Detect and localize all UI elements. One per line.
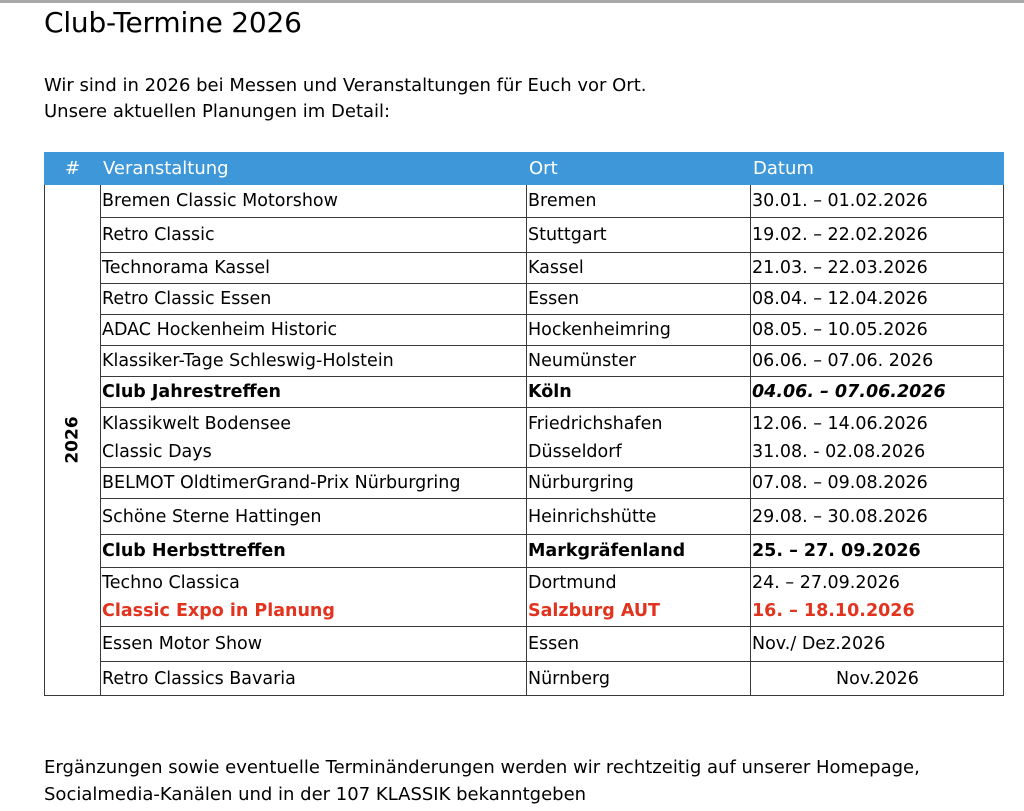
year-label: 2026 xyxy=(62,416,83,464)
event-name-line: Classic Days xyxy=(102,441,212,462)
table-row xyxy=(45,568,1004,627)
event-location: Neumünster xyxy=(527,346,751,377)
table-row xyxy=(45,408,1004,468)
event-name-line: Techno Classica xyxy=(102,573,240,593)
header-date: Datum xyxy=(751,153,1004,185)
event-date: 08.05. – 10.05.2026 xyxy=(751,315,1004,346)
event-date: 29.08. – 30.08.2026 xyxy=(751,499,1004,535)
table-row xyxy=(45,185,1004,218)
intro-text xyxy=(44,73,646,125)
event-date: 08.04. – 12.04.2026 xyxy=(751,284,1004,315)
event-location: Hockenheimring xyxy=(527,315,751,346)
event-name: Retro Classic Essen xyxy=(101,284,527,315)
event-name: Retro Classics Bavaria xyxy=(101,662,527,696)
table-row xyxy=(45,377,1004,408)
footer-text xyxy=(44,754,920,808)
event-location xyxy=(527,408,751,468)
table-row xyxy=(45,627,1004,662)
event-date xyxy=(751,568,1004,627)
event-name: Essen Motor Show xyxy=(101,627,527,662)
event-location: Markgräfenland xyxy=(527,535,751,568)
page-title: Club-Termine 2026 xyxy=(44,6,302,39)
event-date: 04.06. – 07.06.2026 xyxy=(751,377,1004,408)
event-location: Nürnberg xyxy=(527,662,751,696)
event-name-line: Klassikwelt Bodensee xyxy=(102,413,291,434)
event-name: BELMOT OldtimerGrand-Prix Nürburgring xyxy=(101,468,527,499)
event-date: 19.02. – 22.02.2026 xyxy=(751,218,1004,253)
event-location-line: Dortmund xyxy=(528,573,617,593)
event-date: 25. – 27. 09.2026 xyxy=(751,535,1004,568)
table-row xyxy=(45,468,1004,499)
event-location xyxy=(527,568,751,627)
event-name-line-highlight: Classic Expo in Planung xyxy=(102,601,335,621)
event-name: Club Jahrestreffen xyxy=(101,377,527,408)
event-date-line: 12.06. – 14.06.2026 xyxy=(752,413,928,434)
footer-line: Socialmedia-Kanälen und in der 107 KLASSIK bekanntgeben xyxy=(44,784,587,805)
event-date: 30.01. – 01.02.2026 xyxy=(751,185,1004,218)
event-name: ADAC Hockenheim Historic xyxy=(101,315,527,346)
event-location-line: Düsseldorf xyxy=(528,441,622,462)
table-row xyxy=(45,535,1004,568)
event-name: Schöne Sterne Hattingen xyxy=(101,499,527,535)
event-name: Retro Classic xyxy=(101,218,527,253)
header-event: Veranstaltung xyxy=(101,153,527,185)
event-date: 21.03. – 22.03.2026 xyxy=(751,253,1004,284)
event-name: Club Herbsttreffen xyxy=(101,535,527,568)
table-row xyxy=(45,218,1004,253)
footer-line: Ergänzungen sowie eventuelle Terminänderungen werden wir rechtzeitig auf unserer Homepage, xyxy=(44,757,920,778)
event-date: 07.08. – 09.08.2026 xyxy=(751,468,1004,499)
table-row xyxy=(45,499,1004,535)
event-location: Kassel xyxy=(527,253,751,284)
table-row xyxy=(45,253,1004,284)
event-name: Technorama Kassel xyxy=(101,253,527,284)
event-name xyxy=(101,568,527,627)
event-location: Essen xyxy=(527,627,751,662)
event-location: Stuttgart xyxy=(527,218,751,253)
intro-line: Unsere aktuellen Planungen im Detail: xyxy=(44,101,391,122)
event-date: Nov.2026 xyxy=(751,662,1004,696)
event-date-line-highlight: 16. – 18.10.2026 xyxy=(752,601,915,621)
intro-line: Wir sind in 2026 bei Messen und Veranstaltungen für Euch vor Ort. xyxy=(44,75,647,96)
event-name: Klassiker-Tage Schleswig-Holstein xyxy=(101,346,527,377)
event-location: Köln xyxy=(527,377,751,408)
event-location: Essen xyxy=(527,284,751,315)
table-row xyxy=(45,284,1004,315)
event-date: 06.06. – 07.06. 2026 xyxy=(751,346,1004,377)
event-name: Bremen Classic Motorshow xyxy=(101,185,527,218)
event-date: Nov./ Dez.2026 xyxy=(751,627,1004,662)
top-divider xyxy=(0,0,1024,3)
event-name xyxy=(101,408,527,468)
header-location: Ort xyxy=(527,153,751,185)
event-location: Bremen xyxy=(527,185,751,218)
table-row xyxy=(45,662,1004,696)
events-table xyxy=(44,152,1004,696)
event-location: Heinrichshütte xyxy=(527,499,751,535)
event-date-line: 31.08. - 02.08.2026 xyxy=(752,441,926,462)
year-cell xyxy=(45,185,101,696)
event-location-line: Friedrichshafen xyxy=(528,413,663,434)
table-header-row xyxy=(45,153,1004,185)
event-date xyxy=(751,408,1004,468)
event-location: Nürburgring xyxy=(527,468,751,499)
header-number: # xyxy=(45,153,101,185)
table-row xyxy=(45,346,1004,377)
event-date-line: 24. – 27.09.2026 xyxy=(752,573,900,593)
table-row xyxy=(45,315,1004,346)
event-location-line-highlight: Salzburg AUT xyxy=(528,601,660,621)
